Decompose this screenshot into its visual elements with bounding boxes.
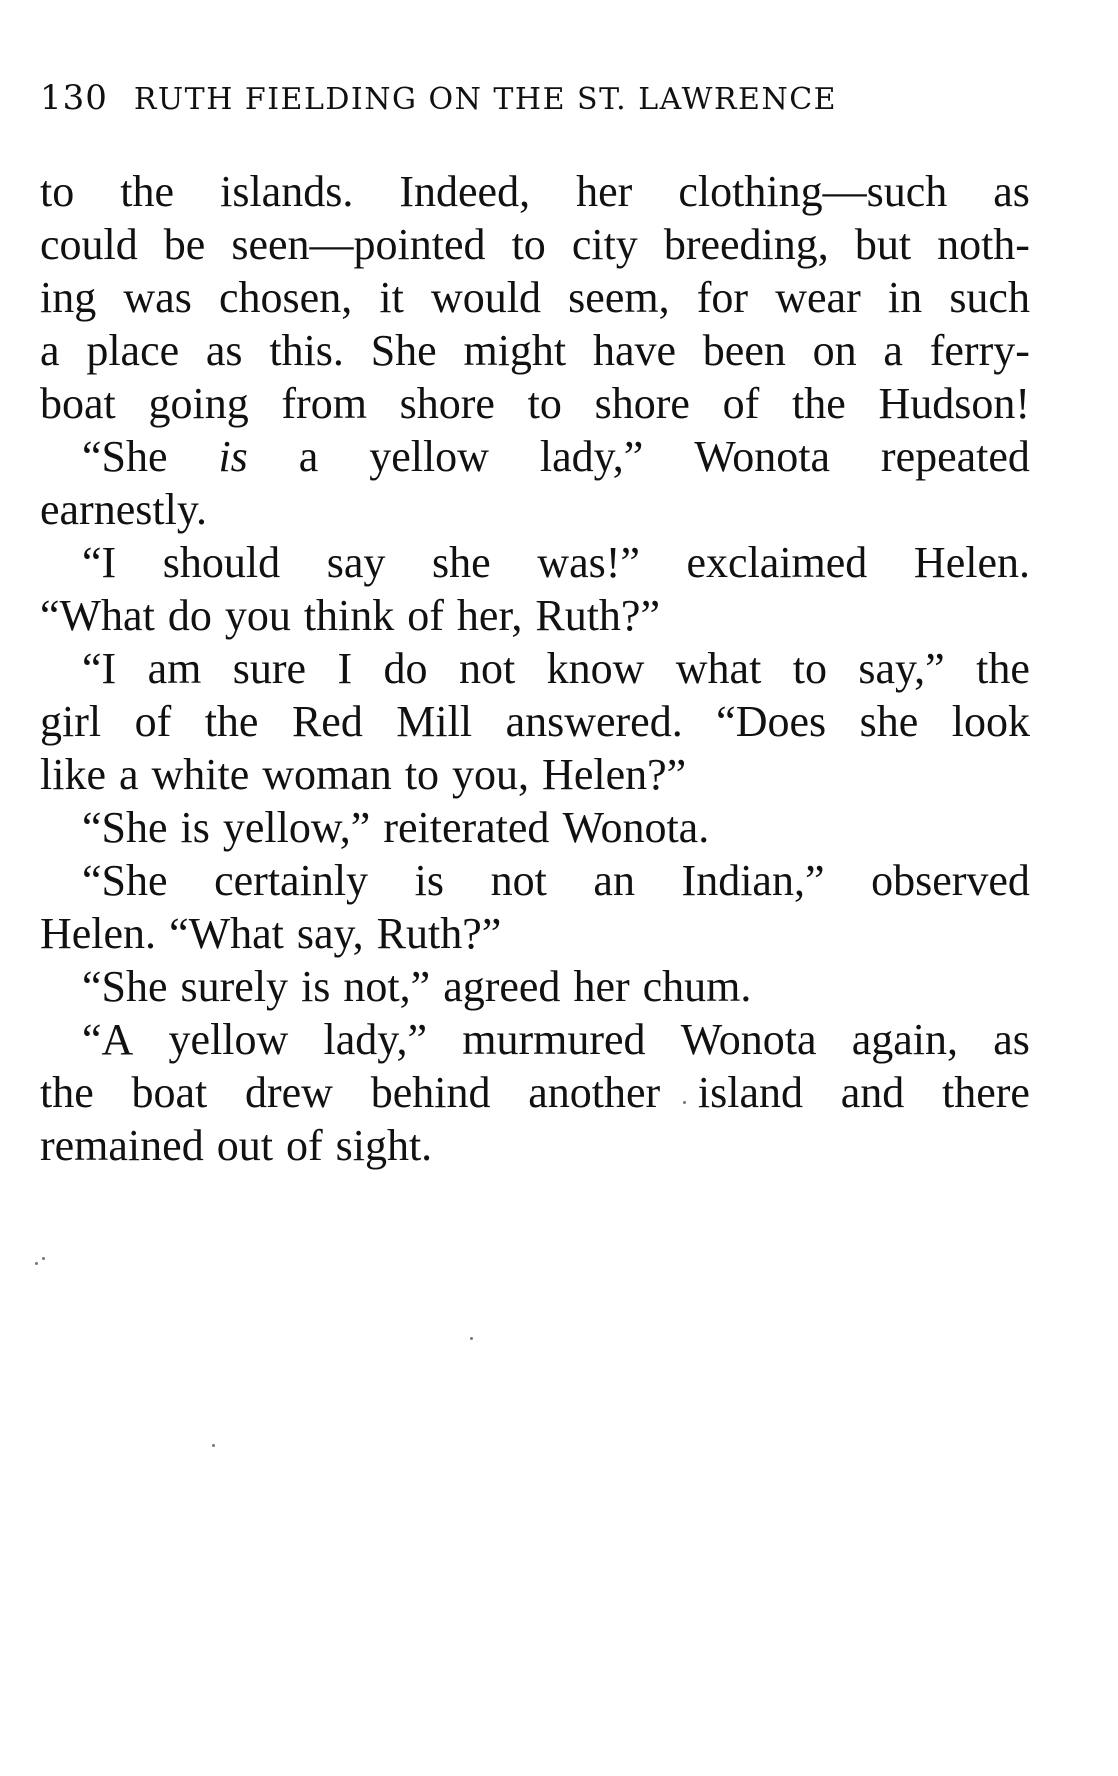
text-line <box>40 1119 1030 1172</box>
word: city <box>571 220 638 269</box>
word: her <box>576 167 633 216</box>
speck <box>683 1101 686 1104</box>
word: was!” <box>537 538 640 587</box>
word: “She <box>82 856 168 905</box>
word: murmured <box>462 1015 646 1064</box>
word: from <box>281 379 367 428</box>
text-line <box>40 165 1030 218</box>
word: shore <box>399 379 495 428</box>
word: “She <box>82 803 168 852</box>
word: am <box>147 644 202 693</box>
word: it <box>379 273 404 322</box>
word: remained <box>40 1121 204 1170</box>
word: Ruth?” <box>535 591 660 640</box>
word: been <box>702 326 786 375</box>
word: what <box>675 644 762 693</box>
speck <box>470 1337 473 1340</box>
word: “A <box>82 1015 134 1064</box>
word: the <box>120 167 175 216</box>
text-line <box>40 1013 1030 1066</box>
text-line <box>40 907 1030 960</box>
word: to <box>511 220 546 269</box>
speck <box>212 1444 215 1447</box>
word: as <box>993 167 1030 216</box>
word: on <box>812 326 857 375</box>
word: out <box>216 1121 273 1170</box>
word: is <box>301 962 331 1011</box>
word: not <box>458 644 516 693</box>
text-line <box>40 801 1030 854</box>
word: girl <box>40 697 102 746</box>
word: white <box>151 750 250 799</box>
text-line <box>40 642 1030 695</box>
word: say <box>326 538 386 587</box>
word: Wonota <box>694 432 830 481</box>
word: have <box>592 326 677 375</box>
word: sight. <box>335 1121 433 1170</box>
word: breeding, <box>663 220 829 269</box>
text-line <box>40 483 1030 536</box>
word: do <box>383 644 428 693</box>
word: Ruth?” <box>376 909 502 958</box>
body-text <box>40 165 1030 1172</box>
word: as <box>993 1015 1030 1064</box>
word: chosen, <box>219 273 353 322</box>
running-header <box>40 78 1028 128</box>
word: the <box>204 697 259 746</box>
word: for <box>696 273 749 322</box>
word: I <box>337 644 353 693</box>
text-line <box>40 218 1030 271</box>
word: Indian,” <box>681 856 825 905</box>
word: reiterated <box>383 803 550 852</box>
word: islands. <box>220 167 354 216</box>
word: lady,” <box>323 1015 427 1064</box>
word: to <box>404 750 440 799</box>
word: she <box>859 697 919 746</box>
text-line <box>40 536 1030 589</box>
word: going <box>148 379 249 428</box>
word: answered. <box>505 697 683 746</box>
word: of <box>407 591 444 640</box>
word: is <box>218 432 248 481</box>
word: her, <box>456 591 523 640</box>
text-line <box>40 324 1030 377</box>
word: look <box>951 697 1030 746</box>
word: boat <box>131 1068 208 1117</box>
word: “She <box>82 432 168 481</box>
text-line <box>40 960 1030 1013</box>
word: Indeed, <box>399 167 531 216</box>
word: Helen. <box>913 538 1030 587</box>
word: yellow,” <box>222 803 371 852</box>
word: is <box>414 856 444 905</box>
word: a <box>883 326 903 375</box>
text-line <box>40 377 1030 430</box>
word: but <box>854 220 912 269</box>
word: boat <box>40 379 116 428</box>
word: not,” <box>343 962 431 1011</box>
word: Hudson! <box>878 379 1030 428</box>
word: say, <box>296 909 364 958</box>
word: earnestly. <box>40 485 207 534</box>
text-line <box>40 1066 1030 1119</box>
word: Wonota. <box>562 803 710 852</box>
word: to <box>792 644 827 693</box>
word: like <box>40 750 106 799</box>
word: another <box>528 1068 661 1117</box>
word: yellow <box>369 432 489 481</box>
word: could <box>40 220 138 269</box>
word: you, <box>452 750 530 799</box>
word: ing <box>40 273 97 322</box>
word: “She <box>82 962 168 1011</box>
word: exclaimed <box>686 538 868 587</box>
word: again, <box>851 1015 959 1064</box>
word: island <box>697 1068 803 1117</box>
word: certainly <box>214 856 369 905</box>
word: a <box>298 432 319 481</box>
word: seem, <box>568 273 670 322</box>
word: “What <box>169 909 284 958</box>
word: to <box>40 167 75 216</box>
word: the <box>791 379 846 428</box>
word: not <box>490 856 547 905</box>
speck <box>35 1262 38 1265</box>
word: of <box>722 379 760 428</box>
text-line <box>40 589 1030 642</box>
word: think <box>303 591 395 640</box>
word: might <box>463 326 567 375</box>
word: ferry- <box>929 326 1030 375</box>
word: and <box>840 1068 905 1117</box>
word: agreed <box>443 962 561 1011</box>
word: sure <box>232 644 307 693</box>
speck <box>42 1257 45 1260</box>
word: do <box>167 591 212 640</box>
word: know <box>546 644 645 693</box>
word: an <box>593 856 635 905</box>
text-line <box>40 430 1030 483</box>
word: this. <box>269 326 344 375</box>
word: the <box>40 1068 94 1117</box>
word: of <box>285 1121 323 1170</box>
word: yellow <box>168 1015 289 1064</box>
text-line <box>40 854 1030 907</box>
word: chum. <box>642 962 752 1011</box>
word: the <box>976 644 1030 693</box>
word: shore <box>594 379 690 428</box>
word: Wonota <box>680 1015 817 1064</box>
word: repeated <box>880 432 1030 481</box>
word: Helen?” <box>542 750 687 799</box>
word: of <box>134 697 172 746</box>
word: noth- <box>937 220 1030 269</box>
word: say,” <box>858 644 945 693</box>
word: clothing—such <box>678 167 948 216</box>
word: observed <box>871 856 1030 905</box>
word: to <box>527 379 562 428</box>
word: should <box>162 538 281 587</box>
word: woman <box>262 750 392 799</box>
page-number: 130 <box>40 78 108 118</box>
word: “What <box>40 591 155 640</box>
word: behind <box>370 1068 491 1117</box>
word: surely <box>180 962 289 1011</box>
text-line <box>40 748 1030 801</box>
word: “Does <box>716 697 827 746</box>
word: She <box>370 326 437 375</box>
word: is <box>180 803 210 852</box>
word: her <box>573 962 630 1011</box>
word: there <box>941 1068 1030 1117</box>
word: was <box>123 273 192 322</box>
word: in <box>887 273 923 322</box>
word: be <box>163 220 206 269</box>
word: Mill <box>396 697 473 746</box>
word: “I <box>82 538 117 587</box>
text-line <box>40 271 1030 324</box>
word: a <box>40 326 60 375</box>
word: a <box>118 750 139 799</box>
word: drew <box>245 1068 333 1117</box>
running-title: RUTH FIELDING ON THE ST. LAWRENCE <box>133 82 838 117</box>
word: lady,” <box>539 432 644 481</box>
word: “I <box>82 644 117 693</box>
text-line <box>40 695 1030 748</box>
word: seen—pointed <box>231 220 486 269</box>
word: would <box>431 273 541 322</box>
word: wear <box>775 273 861 322</box>
word: Helen. <box>40 909 157 958</box>
word: as <box>205 326 243 375</box>
word: she <box>432 538 491 587</box>
word: place <box>86 326 180 375</box>
word: such <box>949 273 1030 322</box>
word: Red <box>291 697 363 746</box>
word: you <box>224 591 291 640</box>
